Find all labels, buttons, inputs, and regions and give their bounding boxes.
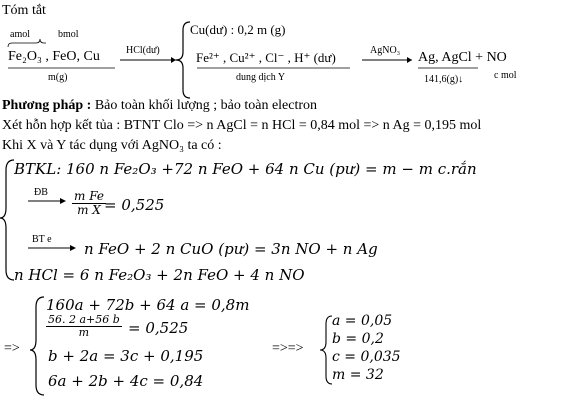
sys2-frac-den: m <box>78 326 90 340</box>
reactant-mass: m(g) <box>48 72 68 83</box>
products: Ag, AgCl + NO <box>418 50 507 65</box>
sys1-label-db: ĐB <box>34 187 48 198</box>
sys2-frac <box>46 314 122 339</box>
sys1-eq4: n HCl = 6 n Fe₂O₃ + 2n FeO + 4 n NO <box>14 266 305 284</box>
method-line <box>2 98 317 114</box>
reactants: Fe₂O₃ , FeO, Cu <box>8 49 100 64</box>
sys2-eq3: b + 2a = 3c + 0,195 <box>48 347 204 365</box>
reagent-hcl: HCl(dư) <box>126 45 160 56</box>
ions: Fe²⁺ , Cu²⁺ , Cl⁻ , H⁺ (dư) <box>196 50 336 65</box>
line-agno3: Khi X và Y tác dụng với AgNO₃ ta có : <box>2 138 222 153</box>
line-precipitate: Xét hỗn hợp kết tủa : BTNT Clo => n AgCl = n HCl = 0,84 mol => n Ag = 0,195 mol <box>2 118 482 133</box>
reagent-agno3: AgNO₃ <box>370 45 401 56</box>
precipitate-mass: 141,6(g)↓ <box>424 74 464 85</box>
sys2-eq2-rhs: = 0,525 <box>128 319 189 337</box>
result-a: a = 0,05 <box>332 313 393 329</box>
sys1-eq3: n FeO + 2 n CuO (pư) = 3n NO + n Ag <box>84 240 378 258</box>
result-c: c = 0,035 <box>332 349 401 365</box>
sys2-eq1: 160a + 72b + 64 a = 0,8m <box>46 296 250 314</box>
residue-cu: Cu(dư) : 0,2 m (g) <box>190 22 286 37</box>
result-b: b = 0,2 <box>332 331 384 347</box>
implies-arrow-1: => <box>4 341 20 356</box>
sys2-eq4: 6a + 2b + 4c = 0,84 <box>48 372 204 390</box>
implies-arrow-2: =>=> <box>272 341 304 356</box>
sys2-frac-num: 56. 2 a+56 b <box>48 313 120 326</box>
sys1-eq1: BTKL: 160 n Fe₂O₃ +72 n FeO + 64 n Cu (pư) = m − m c.rắn <box>14 160 477 178</box>
sys1-frac-den: m X <box>77 203 101 218</box>
no-moles: c mol <box>494 70 517 81</box>
summary-title: Tóm tắt <box>2 3 46 18</box>
solution-y: dung dịch Y <box>236 72 286 83</box>
sys1-label-bte: BT e <box>32 234 52 245</box>
bmol-label: bmol <box>58 29 79 40</box>
method-label: Phương pháp : <box>2 98 92 113</box>
sys1-frac <box>72 190 106 217</box>
sys1-frac-num: m Fe <box>74 189 104 203</box>
sys1-eq2-rhs: = 0,525 <box>104 196 165 214</box>
method-text: Bảo toàn khối lượng ; bảo toàn electron <box>91 98 318 113</box>
amol-label: amol <box>10 29 30 40</box>
result-m: m = 32 <box>332 367 384 383</box>
